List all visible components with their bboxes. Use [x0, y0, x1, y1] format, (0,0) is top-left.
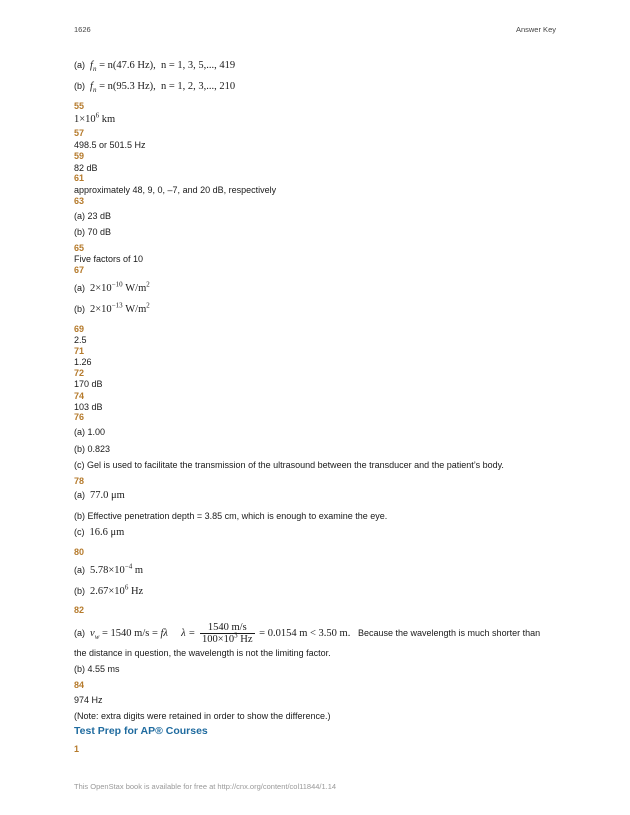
problem-number-74: 74 [74, 391, 85, 401]
answer-67a: (a) $2\times 10^{-10}$ $W/m^2$ [74, 280, 150, 294]
answer-65: Five factors of 10 [74, 254, 144, 264]
answer-74: 103 dB [74, 402, 103, 412]
problem-number-67: 67 [74, 265, 85, 275]
answer-80b: (b) $2.67\times 10^6$ Hz [74, 583, 144, 597]
answer-55: $1\times 10^6$ km [74, 111, 116, 125]
header-title: Answer Key [515, 25, 556, 34]
problem-number-78: 78 [74, 476, 85, 486]
answer-72: 170 dB [74, 379, 103, 389]
problem-number-84: 84 [74, 680, 85, 690]
answer-57: 498.5 or 501.5 Hz [74, 140, 146, 150]
answer-53b: (b) $f_n = n(95.3$ Hz), n = 1, 2, 3,..., 210 [74, 81, 236, 95]
problem-number-72: 72 [74, 368, 85, 378]
section-title: Test Prep for AP® Courses [74, 725, 208, 737]
answer-61: approximately 48, 9, 0, –7, and 20 dB, respectively [74, 185, 277, 195]
answer-59: 82 dB [74, 163, 98, 173]
problem-number-55: 55 [74, 101, 85, 111]
answer-84: 974 Hz [74, 695, 103, 705]
answer-76a: (a) 1.00 [74, 427, 106, 437]
problem-number-1: 1 [74, 744, 80, 754]
problem-number-76: 76 [74, 412, 85, 422]
answer-71: 1.26 [74, 357, 92, 367]
answer-78b: (b) Effective penetration depth = 3.85 cm, which is enough to examine the eye. [74, 511, 388, 521]
answer-82a-continued: the distance in question, the wavelength is not the limiting factor. [74, 648, 331, 658]
answer-78a: (a) 77.0 μm [74, 490, 125, 501]
page-number: 1626 [74, 25, 91, 34]
answer-69: 2.5 [74, 335, 87, 345]
answer-67b: (b) $2\times 10^{-13}$ $W/m^2$ [74, 301, 150, 315]
problem-number-63: 63 [74, 196, 85, 206]
answer-80a: (a) $5.78\times 10^{-4}$ m [74, 562, 144, 576]
answer-76c: (c) Gel is used to facilitate the transmission of the ultrasound between the transducer and the patient’s body. [74, 460, 504, 470]
answer-76b: (b) 0.823 [74, 444, 111, 454]
footer-text: This OpenStax book is available for free at http://cnx.org/content/col11844/1.14 [74, 782, 337, 791]
answer-78c: (c) 16.6 μm [74, 527, 125, 538]
problem-number-69: 69 [74, 324, 85, 334]
answer-63a: (a) 23 dB [74, 211, 112, 221]
problem-number-61: 61 [74, 173, 85, 183]
problem-number-59: 59 [74, 151, 85, 161]
answer-82a: (a) $v_w = 1540$ m/s = fλ λ = $\frac{1540 m/s}{100\times 10^3 Hz}$ = 0.0154 m < 3.50 m. Because the wavelength is much shorter than [74, 622, 541, 645]
problem-number-82: 82 [74, 605, 85, 615]
problem-number-71: 71 [74, 346, 85, 356]
problem-number-80: 80 [74, 547, 85, 557]
problem-number-65: 65 [74, 243, 85, 253]
answer-82b: (b) 4.55 ms [74, 664, 120, 674]
problem-number-57: 57 [74, 128, 85, 138]
answer-53a: (a) $f_n = n(47.6$ Hz), n = 1, 3, 5,..., 419 [74, 60, 236, 74]
wavelength-fraction: $\frac{1540 m/s}{100\times 10^3 Hz}$ [201, 622, 253, 645]
answer-63b: (b) 70 dB [74, 227, 112, 237]
answer-84-note: (Note: extra digits were retained in order to show the difference.) [74, 711, 331, 721]
